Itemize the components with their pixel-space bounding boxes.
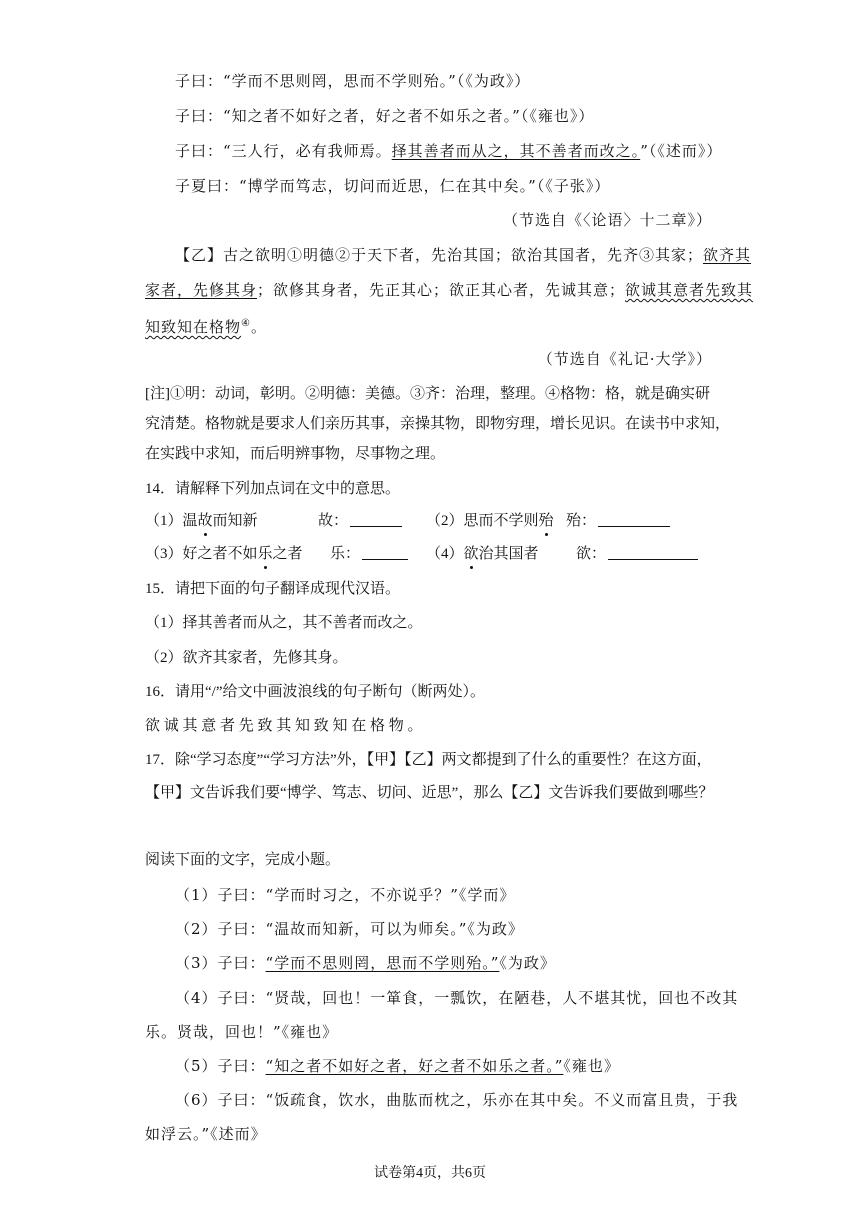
q14-item-4-label: 欲： xyxy=(576,546,607,562)
passage-b-underline-2: 家者，先修其身 xyxy=(145,281,258,299)
reading-item-4-line-1: （4）子曰：“贤哉，回也！一箪食，一瓢饮，在陋巷，人不堪其忧，回也不改其 xyxy=(175,989,739,1007)
passage-b-source: （节选自《礼记·大学》） xyxy=(537,350,712,368)
q14-item-3-label: 乐： xyxy=(330,546,361,562)
passage-a-underlined-sentence: 择其善者而从之，其不善者而改之。 xyxy=(391,142,641,160)
q14-item-3-post: 之者 xyxy=(272,546,303,562)
passage-b-footnote-mark: ④ xyxy=(241,318,251,329)
q14-item-4-answer xyxy=(576,543,698,565)
q14-item-4-pre: （4） xyxy=(426,546,464,562)
reading-item-5 xyxy=(175,1055,620,1077)
reading-item-2: （2）子曰：“温故而知新，可以为师矣。”《为政》 xyxy=(175,920,524,938)
passage-a-line-3-post: ”（《述而》） xyxy=(640,142,723,160)
q14-item-4-dotted: 欲 xyxy=(464,543,479,565)
passage-b-underline-1: 欲齐其 xyxy=(703,246,752,264)
q16-text: 欲 诚 其 意 者 先 致 其 知 致 知 在 格 物 。 xyxy=(145,718,423,734)
reading-item-3-underlined: “学而不思则罔，思而不学则殆。” xyxy=(265,954,500,972)
q14-answer-blank-3[interactable] xyxy=(362,543,408,560)
passage-a-line-4: 子夏曰：“博学而笃志，切问而近思，仁在其中矣。”（《子张》） xyxy=(175,177,611,195)
q14-item-1 xyxy=(145,510,258,532)
reading-item-3-post: 《为政》 xyxy=(499,954,556,972)
reading-item-5-pre: （5）子曰： xyxy=(175,1057,266,1075)
passage-a-line-3 xyxy=(175,140,722,162)
q15-stem: 15．请把下面的句子翻译成现代汉语。 xyxy=(145,581,401,597)
passage-b-line-3-end: 。 xyxy=(250,318,267,336)
reading-item-3-pre: （3）子曰： xyxy=(175,954,266,972)
notes-line-3: 在实践中求知，而后明辨事物，尽事物之理。 xyxy=(145,446,446,462)
passage-b-line-1-pre: 【乙】古之欲明①明德②于天下者，先治其国；欲治其国者，先齐③其家； xyxy=(175,246,704,264)
q14-item-1-label: 故： xyxy=(318,513,349,529)
reading-item-4-line-2: 乐。贤哉，回也！”《雍也》 xyxy=(145,1023,339,1041)
q14-answer-blank-4[interactable] xyxy=(608,543,698,560)
reading-item-5-post: 《雍也》 xyxy=(563,1057,620,1075)
q17-line-1: 17．除“学习态度”“学习方法”外，【甲】【乙】两文都提到了什么的重要性？在这方面， xyxy=(145,752,712,768)
q15-sentence-2: （2）欲齐其家者，先修其身。 xyxy=(145,650,348,666)
q17-line-2: 【甲】文告诉我们要“博学、笃志、切问、近思”，那么【乙】文告诉我们要做到哪些？ xyxy=(145,785,714,801)
q14-item-2-label: 殆： xyxy=(566,513,597,529)
q14-item-2 xyxy=(426,510,554,532)
q14-item-3 xyxy=(145,543,303,565)
q14-item-4-post: 治其国者 xyxy=(478,546,539,562)
notes-line-2: 究清楚。格物就是要求人们亲历其事，亲操其物，即物穷理，增长见识。在读书中求知， xyxy=(145,416,731,432)
q14-item-3-dotted: 乐 xyxy=(258,543,273,565)
passage-a-line-2: 子曰：“知之者不如好之者，好之者不如乐之者。”（《雍也》） xyxy=(175,107,595,125)
q14-item-1-dotted: 故 xyxy=(198,510,213,532)
passage-b-wavy-2: 知致知在格物 xyxy=(145,318,242,336)
q14-item-2-dotted: 殆 xyxy=(539,510,554,532)
notes-line-1: [注]①明：动词，彰明。②明德：美德。③齐：治理，整理。④格物：格，就是确实研 xyxy=(145,386,710,402)
q14-item-4 xyxy=(426,543,539,565)
passage-a-source: （节选自《〈论语〉十二章》） xyxy=(502,211,712,229)
page-footer: 试卷第4页，共6页 xyxy=(374,1166,486,1181)
reading-item-5-underlined: “知之者不如好之者，好之者不如乐之者。” xyxy=(265,1057,564,1075)
passage-a-line-1: 子曰：“学而不思则罔，思而不学则殆。”（《为政》） xyxy=(175,72,531,90)
reading-item-1: （1）子曰：“学而时习之，不亦说乎？”《学而》 xyxy=(175,886,516,904)
passage-a-line-3-pre: 子曰：“三人行，必有我师焉。 xyxy=(175,142,392,160)
q14-item-1-answer xyxy=(318,510,402,532)
q14-answer-blank-1[interactable] xyxy=(350,510,402,527)
passage-b-line-3 xyxy=(145,313,267,338)
passage-b-line-2-post: ；欲修其身者，先正其心；欲正其心者，先诚其意； xyxy=(257,281,626,299)
q14-item-3-pre: （3）好之者不如 xyxy=(145,546,258,562)
q14-stem: 14．请解释下列加点词在文中的意思。 xyxy=(145,481,401,497)
q14-answer-blank-2[interactable] xyxy=(598,510,670,527)
reading-intro: 阅读下面的文字，完成小题。 xyxy=(145,852,341,868)
q14-item-2-answer xyxy=(566,510,670,532)
q14-item-3-answer xyxy=(330,543,408,565)
passage-b-wavy-1: 欲诚其意者先致其 xyxy=(625,281,754,299)
passage-b-line-2 xyxy=(145,279,753,301)
reading-item-6-line-2: 如浮云。”《述而》 xyxy=(145,1125,267,1143)
q14-item-2-pre: （2）思而不学则 xyxy=(426,513,539,529)
reading-item-6-line-1: （6）子曰：“饭疏食，饮水，曲肱而枕之，乐亦在其中矣。不义而富且贵，于我 xyxy=(175,1091,739,1109)
q16-stem: 16．请用“/”给文中画波浪线的句子断句（断两处）。 xyxy=(145,684,485,700)
reading-item-3 xyxy=(175,952,556,974)
q14-item-1-post: 而知新 xyxy=(212,513,258,529)
passage-b-line-1 xyxy=(175,244,751,266)
q14-item-1-pre: （1）温 xyxy=(145,513,198,529)
q15-sentence-1: （1）择其善者而从之，其不善者而改之。 xyxy=(145,615,423,631)
